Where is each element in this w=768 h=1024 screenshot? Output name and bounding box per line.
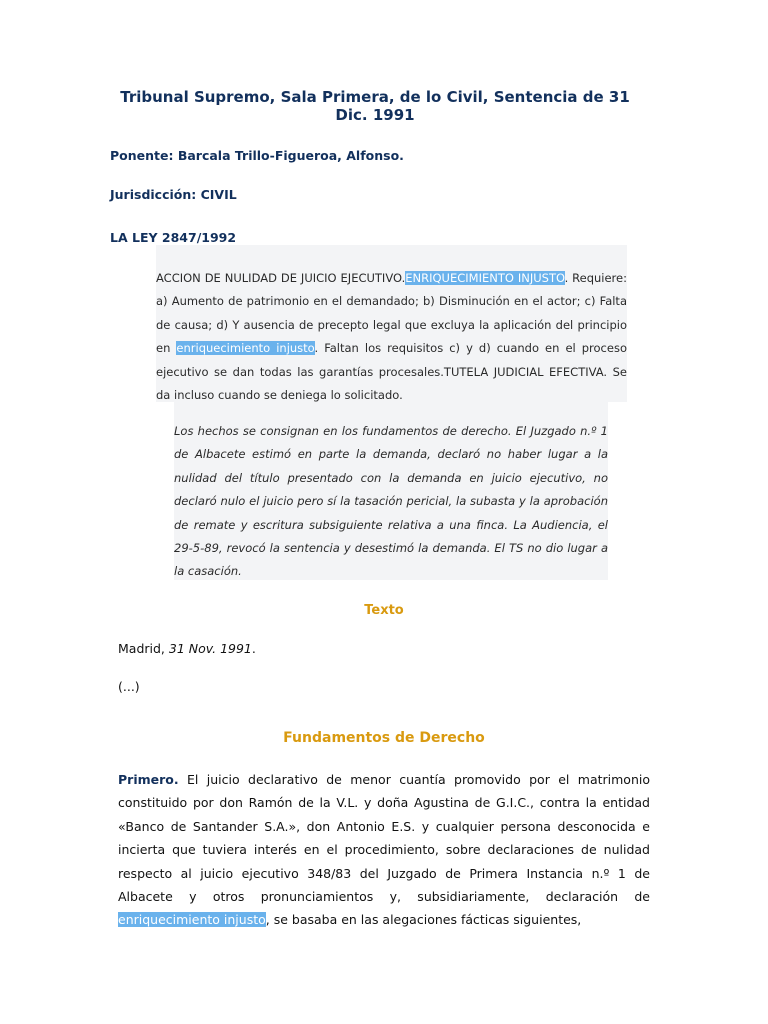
date-place: Madrid, (118, 641, 169, 656)
primero-part-1: El juicio declarativo de menor cuantía promovido por el matrimonio constituido por don Ramón de la V.L. y doña Agustina de G.I.C., contra la entidad «Banco de Santander S.A.», don Antonio E.S. y cualquier persona desconocida e incierta que tuviera interés en el procedimiento, sobre declaraciones de nulidad respecto al juicio ejecutivo 348/83 del Juzgado de Primera Instancia n.º 1 de Albacete y otros pronunciamientos y, subsidiariamente, declaración de (118, 772, 650, 905)
facts-text: Los hechos se consignan en los fundamentos de derecho. El Juzgado n.º 1 de Albacete estimó en parte la demanda, declaró no haber lugar a la nulidad del título presentado con la demanda en juicio ejecutivo, no declaró nulo el juicio pero sí la tasación pericial, la subasta y la aprobación de remate y escritura subsiguiente relativa a una finca. La Audiencia, el 29-5-89, revocó la sentencia y desestimó la demanda. El TS no dio lugar a la casación. (174, 424, 608, 579)
summary-text (156, 245, 627, 407)
fundamentos-heading: Fundamentos de Derecho (283, 730, 485, 746)
summary-part-1: ACCION DE NULIDAD DE JUICIO EJECUTIVO. (156, 271, 406, 285)
texto-heading: Texto (364, 603, 404, 618)
date-value: 31 Nov. 1991 (168, 641, 252, 656)
summary-part-3: . Faltan los requisitos c) y d) cuando en el proceso ejecutivo se dan todas las garantías procesales.TUTELA JUDICIAL EFECTIVA. Se da incluso cuando se deniega lo solicitado. (156, 341, 627, 403)
highlight-enriquecimiento-injusto: enriquecimiento injusto (176, 341, 315, 356)
summary-box (156, 245, 627, 402)
ley-reference: LA LEY 2847/1992 (110, 230, 237, 245)
ponente-line: Ponente: Barcala Trillo-Figueroa, Alfonso. (110, 148, 404, 163)
jurisdiccion-line: Jurisdicción: CIVIL (110, 187, 237, 202)
document-title: Tribunal Supremo, Sala Primera, de lo Civil, Sentencia de 31 Dic. 1991 (120, 88, 630, 124)
primero-part-2: , se basaba en las alegaciones fácticas siguientes, (265, 912, 582, 928)
highlight-enriquecimiento-injusto: enriquecimiento injusto (118, 912, 266, 928)
facts-box (174, 402, 608, 580)
ellipsis-text: (...) (118, 679, 140, 694)
primero-label: Primero. (118, 772, 179, 787)
highlight-enriquecimiento-injusto: ENRIQUECIMIENTO INJUSTO (405, 271, 565, 285)
date-period: . (251, 641, 256, 656)
fundamentos-primero-paragraph (118, 768, 650, 932)
date-line (118, 641, 256, 657)
summary-part-2: . Requiere: a) Aumento de patrimonio en el demandado; b) Disminución en el actor; c) Falta de causa; d) Y ausencia de precepto legal que excluya la aplicación del principio en (156, 271, 627, 356)
